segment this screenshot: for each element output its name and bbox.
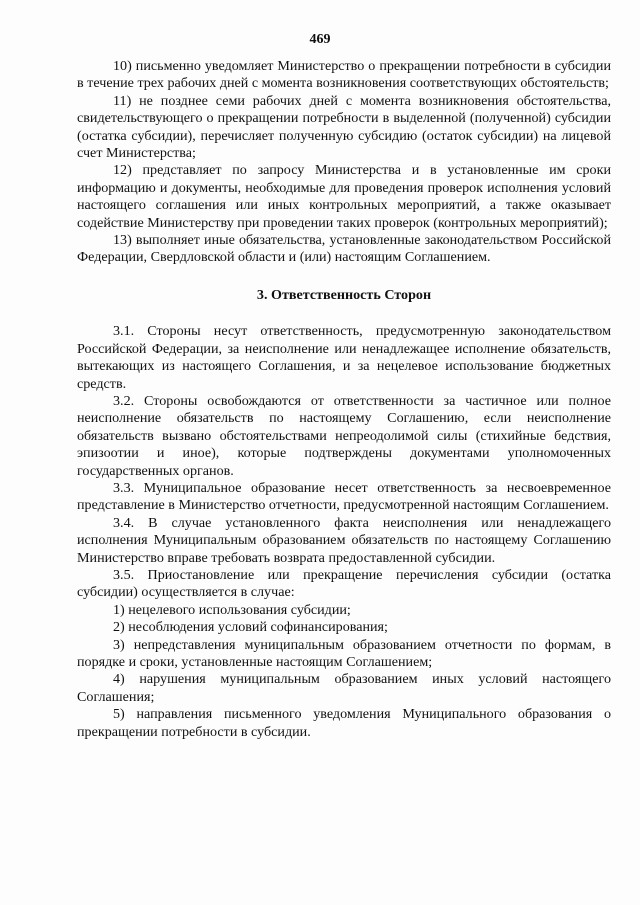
paragraph-item-10: 10) письменно уведомляет Министерство о прекращении потребности в субсидии в течение трех рабочих дней с момента возникновения соответствующих обстоятельств; [77,58,611,92]
paragraph-item-13: 13) выполняет иные обязательства, установленные законодательством Российской Федерации, Свердловской области и (или) настоящим Соглашением. [77,232,611,266]
list-item-1: 1) нецелевого использования субсидии; [113,601,351,618]
list-item-4: 4) нарушения муниципальным образованием иных условий настоящего Соглашения; [77,671,611,705]
paragraph-item-12: 12) представляет по запросу Министерства и в установленные им сроки информацию и документы, необходимые для проведения проверок исполнения условий настоящего соглашения или иных контрольных мероприятий, а также оказывает содействие Министерству при проведении таких проверок (контрольных мероприятий); [77,162,611,231]
document-body [77,58,611,741]
paragraph-3-1: 3.1. Стороны несут ответственность, предусмотренную законодательством Российской Федерации, за неисполнение или ненадлежащее исполнение обязательств, вытекающих из настоящего Соглашения, и за нецелевое использование бюджетных средств. [77,323,611,392]
list-item-5: 5) направления письменного уведомления Муниципального образования о прекращении потребности в субсидии. [77,706,611,740]
list-item-2: 2) несоблюдения условий софинансирования; [113,619,388,636]
paragraph-3-5: 3.5. Приостановление или прекращение перечисления субсидии (остатка субсидии) осуществляется в случае: [77,566,611,601]
list-item-3: 3) непредставления муниципальным образованием отчетности по формам, в порядке и сроки, установленные настоящим Соглашением; [77,636,611,670]
paragraph-3-4: 3.4. В случае установленного факта неисполнения или ненадлежащего исполнения Муниципальным образованием обязательств по настоящему Соглашению Министерство вправе требовать возврата предоставленной субсидии. [77,514,611,566]
paragraph-3-2: 3.2. Стороны освобождаются от ответственности за частичное или полное неисполнение обязательств по настоящему Соглашению, если неисполнение обязательств вызвано обстоятельствами непреодолимой силы (стихийные бедствия, эпизоотии и иное), которые подтверждены документами уполномоченных государственных органов. [77,392,611,479]
paragraph-item-11: 11) не позднее семи рабочих дней с момента возникновения обстоятельства, свидетельствующего о прекращении потребности в выделенной (полученной) субсидии (остатка субсидии), перечисляет полученную субсидию (остаток субсидии) на лицевой счет Министерства; [77,92,611,162]
paragraph-3-3: 3.3. Муниципальное образование несет ответственность за несвоевременное представление в Министерство отчетности, предусмотренной настоящим Соглашением. [77,479,611,514]
page-number: 469 [309,32,331,47]
section-heading: 3. Ответственность Сторон [256,286,432,303]
